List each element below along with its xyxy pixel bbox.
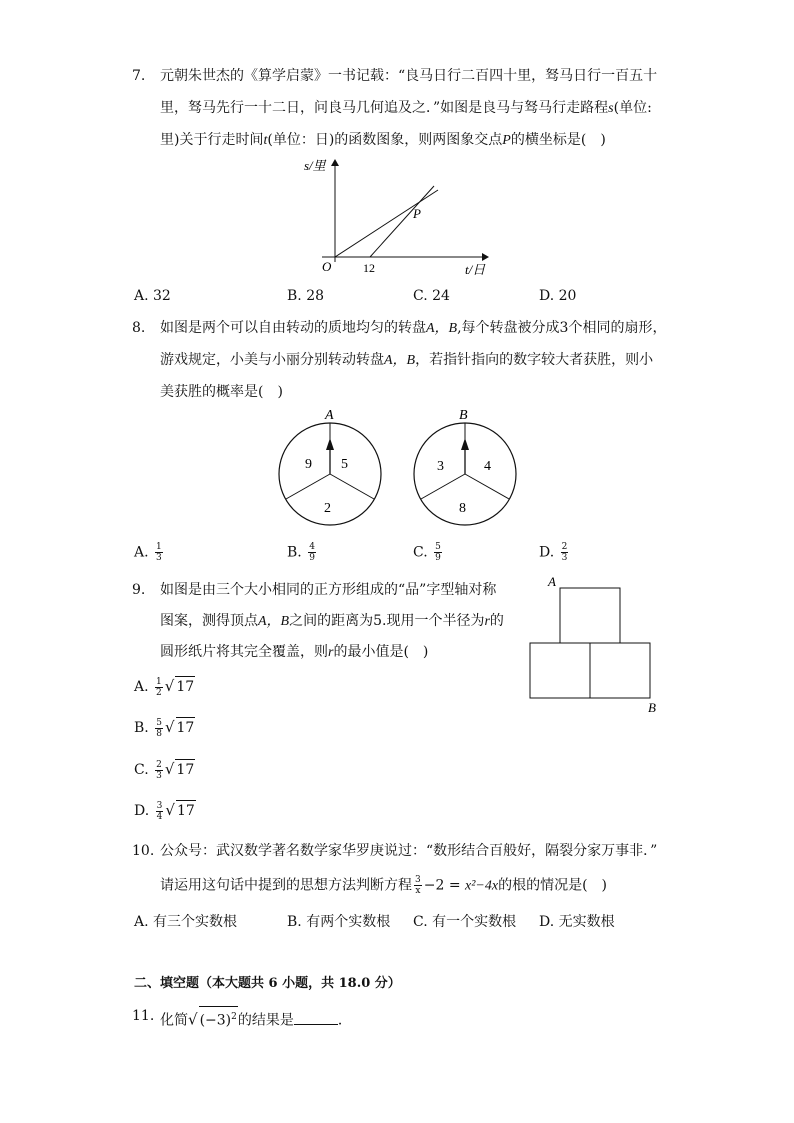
q7-option-c: C. 24 [413,288,450,304]
q9-top-square [560,588,620,643]
spinner-b-label: B [459,408,468,423]
q11-line: 化简√ $(-3)^2$的结果是 ． [160,1006,352,1031]
q7-line-3: 里)关于行走时间t(单位：日)的函数图象，则两图象交点P的横坐标是( ) [160,132,606,148]
section-2-title: 二、填空题（本大题共 6 小题，共 18.0 分） [134,976,401,991]
q7-x-tick: 12 [363,261,375,275]
q7-y-label: s/里 [304,158,326,173]
q10-line-1: 公众号：武汉数学著名数学家华罗庚说过：“数形结合百般好，隔裂分家万事非．” [160,843,658,859]
q8-line-1: 如图是两个可以自由转动的质地均匀的转盘A，B,每个转盘被分成3个相同的扇形， [160,320,667,336]
q10-number: 10. [132,843,155,859]
q9-line-1: 如图是由三个大小相同的正方形组成的“品”字型轴对称 [160,582,497,598]
q10-line-2: 请运用这句话中提到的思想方法判断方程 $\frac{3}{x}$ −2 = x²−4x的根的情况是( ) [160,875,608,896]
q10-option-a: A. 有三个实数根 [134,914,238,930]
q8-line-3: 美获胜的概率是( ) [160,384,283,400]
q11-answer-blank[interactable] [294,1010,338,1025]
q9-line-3: 圆形纸片将其完全覆盖，则r的最小值是( ) [160,644,429,660]
q8-option-c: C. $\frac{5}{9}$ [413,542,441,563]
spinner-b-value-3: 8 [459,501,466,516]
q9-option-a: A. $\frac{1}{2}$ √ 17 [134,676,195,698]
q10-option-b: B. 有两个实数根 [287,914,391,930]
spinner-b-value-1: 3 [437,459,444,474]
spinner-a-label: A [325,408,334,423]
q9-label-a: A [548,574,556,589]
spinner-a-value-2: 5 [341,457,348,472]
spinner-a-value-3: 2 [324,501,331,516]
q11-number: 11. [132,1008,155,1024]
spinner-b-value-2: 4 [484,459,491,474]
spinner-b [414,408,516,525]
q7-line-slow [335,190,438,257]
q7-line-1: 元朝朱世杰的《算学启蒙》一书记载：“良马日行二百四十里，驽马日行一百五十 [160,68,658,84]
q7-x-label: t/日 [465,262,486,277]
q7-option-a: A. 32 [134,288,171,304]
q9-option-d: D. $\frac{3}{4}$ √ 17 [134,800,195,822]
q9-left-square [530,643,590,698]
q7-option-d: D. 20 [539,288,577,304]
spinner-b-pointer-arrow [461,438,469,450]
spinner-a-value-1: 9 [305,457,312,472]
q8-number: 8. [132,320,146,336]
q8-line-2: 游戏规定，小美与小丽分别转动转盘A，B，若指针指向的数字较大者获胜，则小 [160,352,654,368]
q8-option-b: B. $\frac{4}{9}$ [287,542,315,563]
q9-line-2: 图案，测得顶点A，B之间的距离为5.现用一个半径为r的 [160,613,504,629]
q7-option-b: B. 28 [287,288,325,304]
q7-line-2: 里，驽马先行一十二日，问良马几何追及之．”如图是良马与驽马行走路程s(单位: [160,100,652,116]
spinner-a-pointer-arrow [326,438,334,450]
q9-number: 9. [132,582,146,598]
q10-option-d: D. 无实数根 [539,914,615,930]
q9-figure [520,572,670,718]
q7-point-label: P [413,206,421,221]
q8-spinners [270,402,530,532]
q8-option-d: D. $\frac{2}{3}$ [539,542,568,563]
q8-option-a: A. $\frac{1}{3}$ [134,542,162,563]
q7-line-fast [370,186,434,257]
spinner-a [279,408,381,525]
q10-option-c: C. 有一个实数根 [413,914,517,930]
q9-right-square [590,643,650,698]
q9-option-c: C. $\frac{2}{3}$ √ 17 [134,759,195,781]
q7-number: 7. [132,68,146,84]
q7-origin-label: O [322,259,332,274]
q9-label-b: B [648,700,656,715]
q7-graph [300,152,500,280]
q9-option-b: B. $\frac{5}{8}$ √ 17 [134,717,195,739]
